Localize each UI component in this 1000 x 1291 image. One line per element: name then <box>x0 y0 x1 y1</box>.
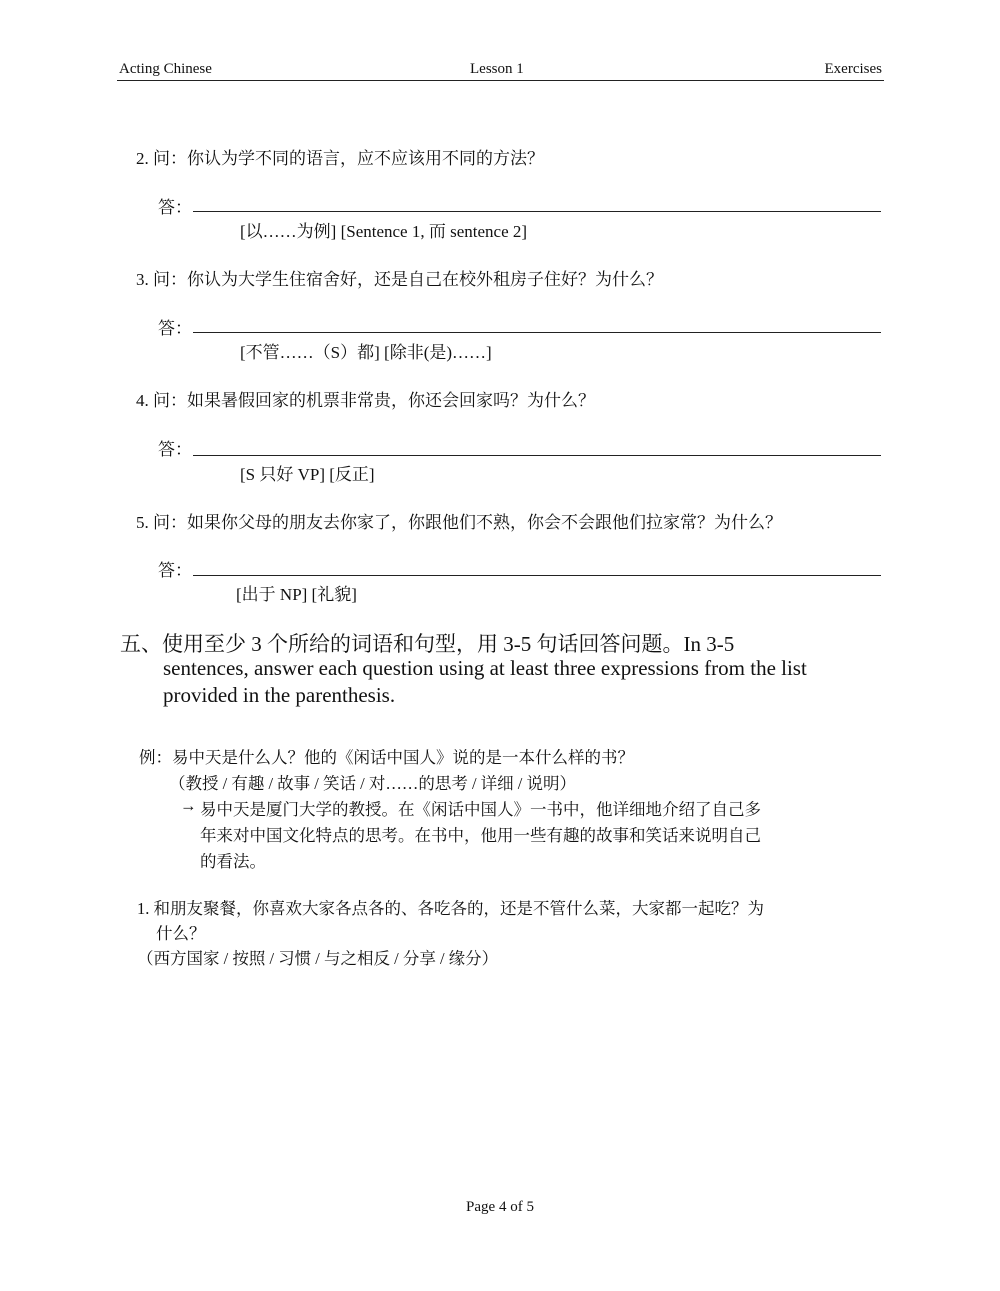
header-right: Exercises <box>824 61 882 77</box>
page-number: Page 4 of 5 <box>466 1199 534 1215</box>
question-number: 2. <box>136 149 149 168</box>
answer-label: 答： <box>158 440 192 459</box>
question-number: 5. <box>136 513 149 532</box>
hint-text: [以……为例] [Sentence 1, 而 sentence 2] <box>240 222 528 241</box>
answer-label: 答： <box>158 319 192 338</box>
answer-label: 答： <box>158 198 192 217</box>
answer-line[interactable] <box>193 455 881 456</box>
question-prompt: 问：你认为大学生住宿舍好，还是自己在校外租房子住好？为什么？ <box>153 270 663 289</box>
question-1-line2: 什么？ <box>156 924 206 943</box>
question-prompt: 问：你认为学不同的语言，应不应该用不同的方法？ <box>153 149 544 168</box>
question-prompt: 问：如果暑假回家的机票非常贵，你还会回家吗？为什么？ <box>153 391 595 410</box>
header-center: Lesson 1 <box>470 61 524 77</box>
answer-line[interactable] <box>193 211 881 212</box>
question-number: 4. <box>136 391 149 410</box>
question-number: 3. <box>136 270 149 289</box>
header-left: Acting Chinese <box>119 61 212 77</box>
arrow-icon: → <box>180 796 197 815</box>
section-heading-line3: provided in the parenthesis. <box>163 683 396 707</box>
example-words: （教授 / 有趣 / 故事 / 笑话 / 对……的思考 / 详细 / 说明） <box>169 774 577 793</box>
example-answer-line3: 的看法。 <box>200 852 266 871</box>
question-1: 1. 和朋友聚餐，你喜欢大家各点各的、各吃各的，还是不管什么菜，大家都一起吃？为 <box>137 899 764 918</box>
example-question: 例：易中天是什么人？他的《闲话中国人》说的是一本什么样的书？ <box>139 748 634 767</box>
answer-label: 答： <box>158 561 192 580</box>
question-5 <box>136 508 782 533</box>
question-3 <box>136 265 663 290</box>
hint-text: [出于 NP] [礼貌] <box>236 585 357 604</box>
question-1-words: （西方国家 / 按照 / 习惯 / 与之相反 / 分享 / 缘分） <box>137 949 499 968</box>
answer-line[interactable] <box>193 575 881 576</box>
question-prompt: 问：如果你父母的朋友去你家了，你跟他们不熟，你会不会跟他们拉家常？为什么？ <box>153 513 782 532</box>
section-heading: 五、使用至少 3 个所给的词语和句型，用 3-5 句话回答问题。In 3-5 <box>120 632 735 656</box>
example-answer-line2: 年来对中国文化特点的思考。在书中，他用一些有趣的故事和笑话来说明自己 <box>200 826 761 845</box>
question-4 <box>136 386 595 411</box>
hint-text: [S 只好 VP] [反正] <box>240 465 375 484</box>
answer-line[interactable] <box>193 332 881 333</box>
section-heading-line2: sentences, answer each question using at least three expressions from the list <box>163 656 807 680</box>
example-answer-line1: 易中天是厦门大学的教授。在《闲话中国人》一书中，他详细地介绍了自己多 <box>200 800 761 819</box>
hint-text: [不管……（S）都] [除非(是)……] <box>240 343 492 362</box>
header-rule <box>117 80 884 81</box>
question-2 <box>136 144 544 169</box>
